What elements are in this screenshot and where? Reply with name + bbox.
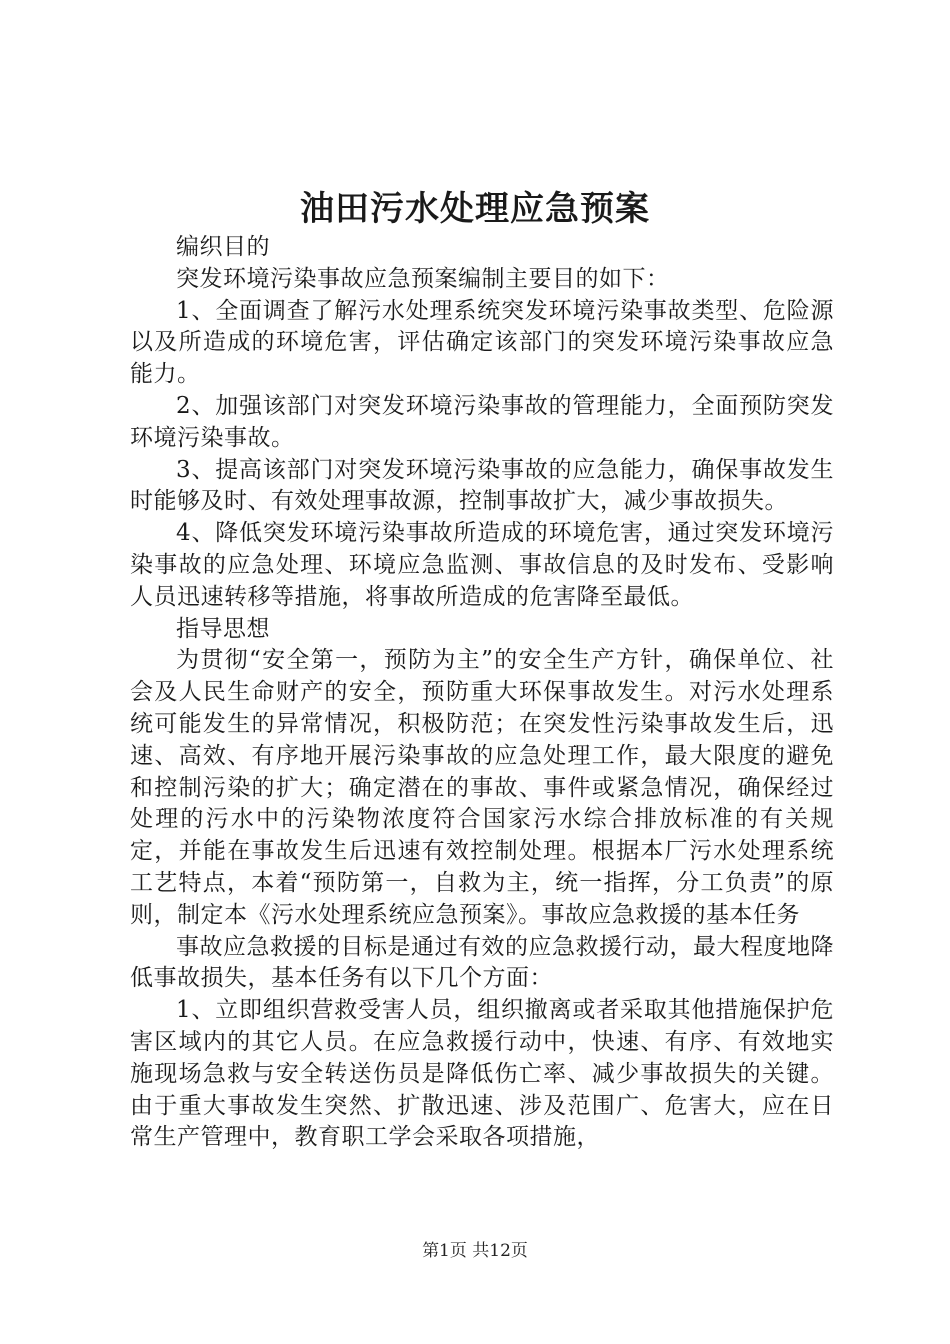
list-item: 3、提高该部门对突发环境污染事故的应急能力，确保事故发生时能够及时、有效处理事故源，控制事故扩大，减少事故损失。 [130,456,834,515]
document-title: 油田污水处理应急预案 [300,189,650,229]
list-item: 2、加强该部门对突发环境污染事故的管理能力，全面预防突发环境污染事故。 [130,392,834,451]
section-heading-purpose: 编织目的 [176,234,270,260]
page-indicator: 第1页 共12页 [422,1241,528,1261]
section-heading-guidance: 指导思想 [176,615,270,642]
paragraph: 事故应急救援的目标是通过有效的应急救援行动，最大程度地降低事故损失，基本任务有以下几个方面： [130,933,834,992]
list-item: 4、降低突发环境污染事故所造成的环境危害，通过突发环境污染事故的应急处理、环境应急监测、事故信息的及时发布、受影响人员迅速转移等措施，将事故所造成的危害降至最低。 [130,520,834,610]
list-item: 1、全面调查了解污水处理系统突发环境污染事故类型、危险源以及所造成的环境危害，评估确定该部门的突发环境污染事故应急能力。 [130,297,834,388]
paragraph: 为贯彻“安全第一，预防为主”的安全生产方针，确保单位、社会及人民生命财产的安全，预防重大环保事故发生。对污水处理系统可能发生的异常情况，积极防范；在突发性污染事故发生后，迅速、高效、有序地开展污染事故的应急处理工作，最大限度的避免和控制污染的扩大；确定潜在的事故、事件或紧急情况，确保经过处理的污水中的污染物浓度符合国家污水综合排放标准的有关规定，并能在事故发生后迅速有效控制处理。根据本厂污水处理系统工艺特点，本着“预防第一，自救为主，统一指挥，分工负责”的原则，制定本《污水处理系统应急预案》。事故应急救援的基本任务 [130,647,834,928]
list-item: 1、立即组织营救受害人员，组织撤离或者采取其他措施保护危害区域内的其它人员。在应急救援行动中，快速、有序、有效地实施现场急救与安全转送伤员是降低伤亡率、减少事故损失的关键。由于重大事故发生突然、扩散迅速、涉及范围广、危害大，应在日常生产管理中，教育职工学会采取各项措施， [130,997,834,1151]
paragraph: 突发环境污染事故应急预案编制主要目的如下： [176,265,670,292]
document-body [130,232,834,1154]
